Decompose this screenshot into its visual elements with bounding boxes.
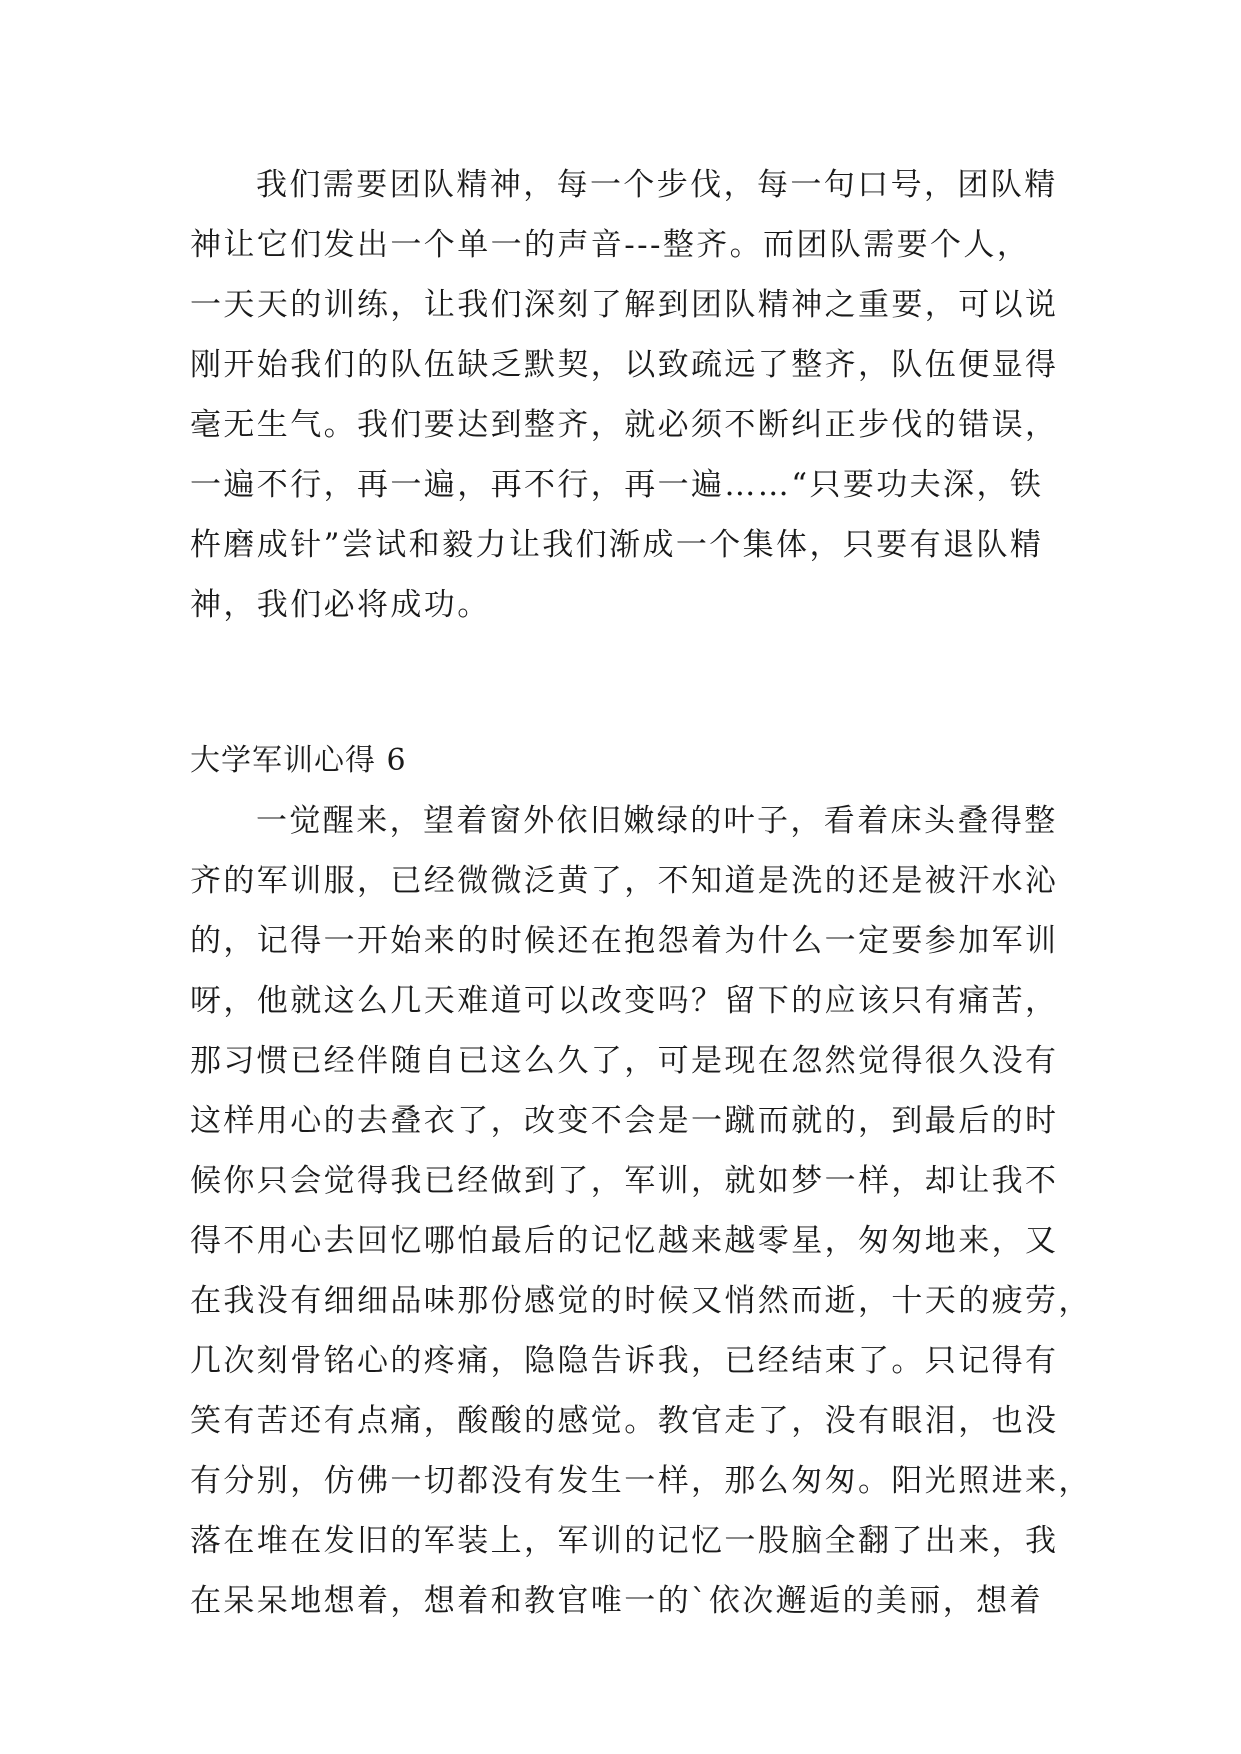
- text-line: 在呆呆地想着，想着和教官唯一的`依次邂逅的美丽，想着: [190, 1583, 1043, 1619]
- text-line: 刚开始我们的队伍缺乏默契，以致疏远了整齐，队伍便显得: [190, 347, 1059, 383]
- text-line: 毫无生气。我们要达到整齐，就必须不断纠正步伐的错误，: [190, 407, 1059, 443]
- paragraph-team-spirit: [190, 155, 1070, 635]
- text-line: 神，我们必将成功。: [190, 587, 491, 623]
- text-line: 的，记得一开始来的时候还在抱怨着为什么一定要参加军训: [190, 923, 1059, 959]
- text-line: 杵磨成针”尝试和毅力让我们渐成一个集体，只要有退队精: [190, 527, 1044, 563]
- text-line: 我们需要团队精神，每一个步伐，每一句口号，团队精: [256, 167, 1058, 203]
- text-line: 这样用心的去叠衣了，改变不会是一蹴而就的，到最后的时: [190, 1103, 1059, 1139]
- text-line: 一觉醒来，望着窗外依旧嫩绿的叶子，看着床头叠得整: [256, 803, 1058, 839]
- paragraph-military-training: [190, 791, 1092, 1631]
- document-body: [190, 155, 1092, 1631]
- text-line: 有分别，仿佛一切都没有发生一样，那么匆匆。阳光照进来，: [190, 1463, 1092, 1499]
- text-line: 落在堆在发旧的军装上，军训的记忆一股脑全翻了出来，我: [190, 1523, 1059, 1559]
- section-heading: 大学军训心得 6: [190, 743, 407, 778]
- text-line: 候你只会觉得我已经做到了，军训，就如梦一样，却让我不: [190, 1163, 1059, 1199]
- text-line: 得不用心去回忆哪怕最后的记忆越来越零星，匆匆地来，又: [190, 1223, 1059, 1259]
- text-line: 齐的军训服，已经微微泛黄了，不知道是洗的还是被汗水沁: [190, 863, 1059, 899]
- paragraph-spacer: [190, 635, 1070, 731]
- text-line: 在我没有细细品味那份感觉的时候又悄然而逝，十天的疲劳，: [190, 1283, 1092, 1319]
- text-line: 神让它们发出一个单一的声音---整齐。而团队需要个人，: [190, 227, 1031, 263]
- text-line: 几次刻骨铭心的疼痛，隐隐告诉我，已经结束了。只记得有: [190, 1343, 1059, 1379]
- text-line: 一遍不行，再一遍，再不行，再一遍……“只要功夫深，铁: [190, 467, 1044, 503]
- text-line: 笑有苦还有点痛，酸酸的感觉。教官走了，没有眼泪，也没: [190, 1403, 1059, 1439]
- text-line: 那习惯已经伴随自已这么久了，可是现在忽然觉得很久没有: [190, 1043, 1059, 1079]
- text-line: 一天天的训练，让我们深刻了解到团队精神之重要，可以说: [190, 287, 1059, 323]
- text-line: 呀，他就这么几天难道可以改变吗？留下的应该只有痛苦，: [190, 983, 1059, 1019]
